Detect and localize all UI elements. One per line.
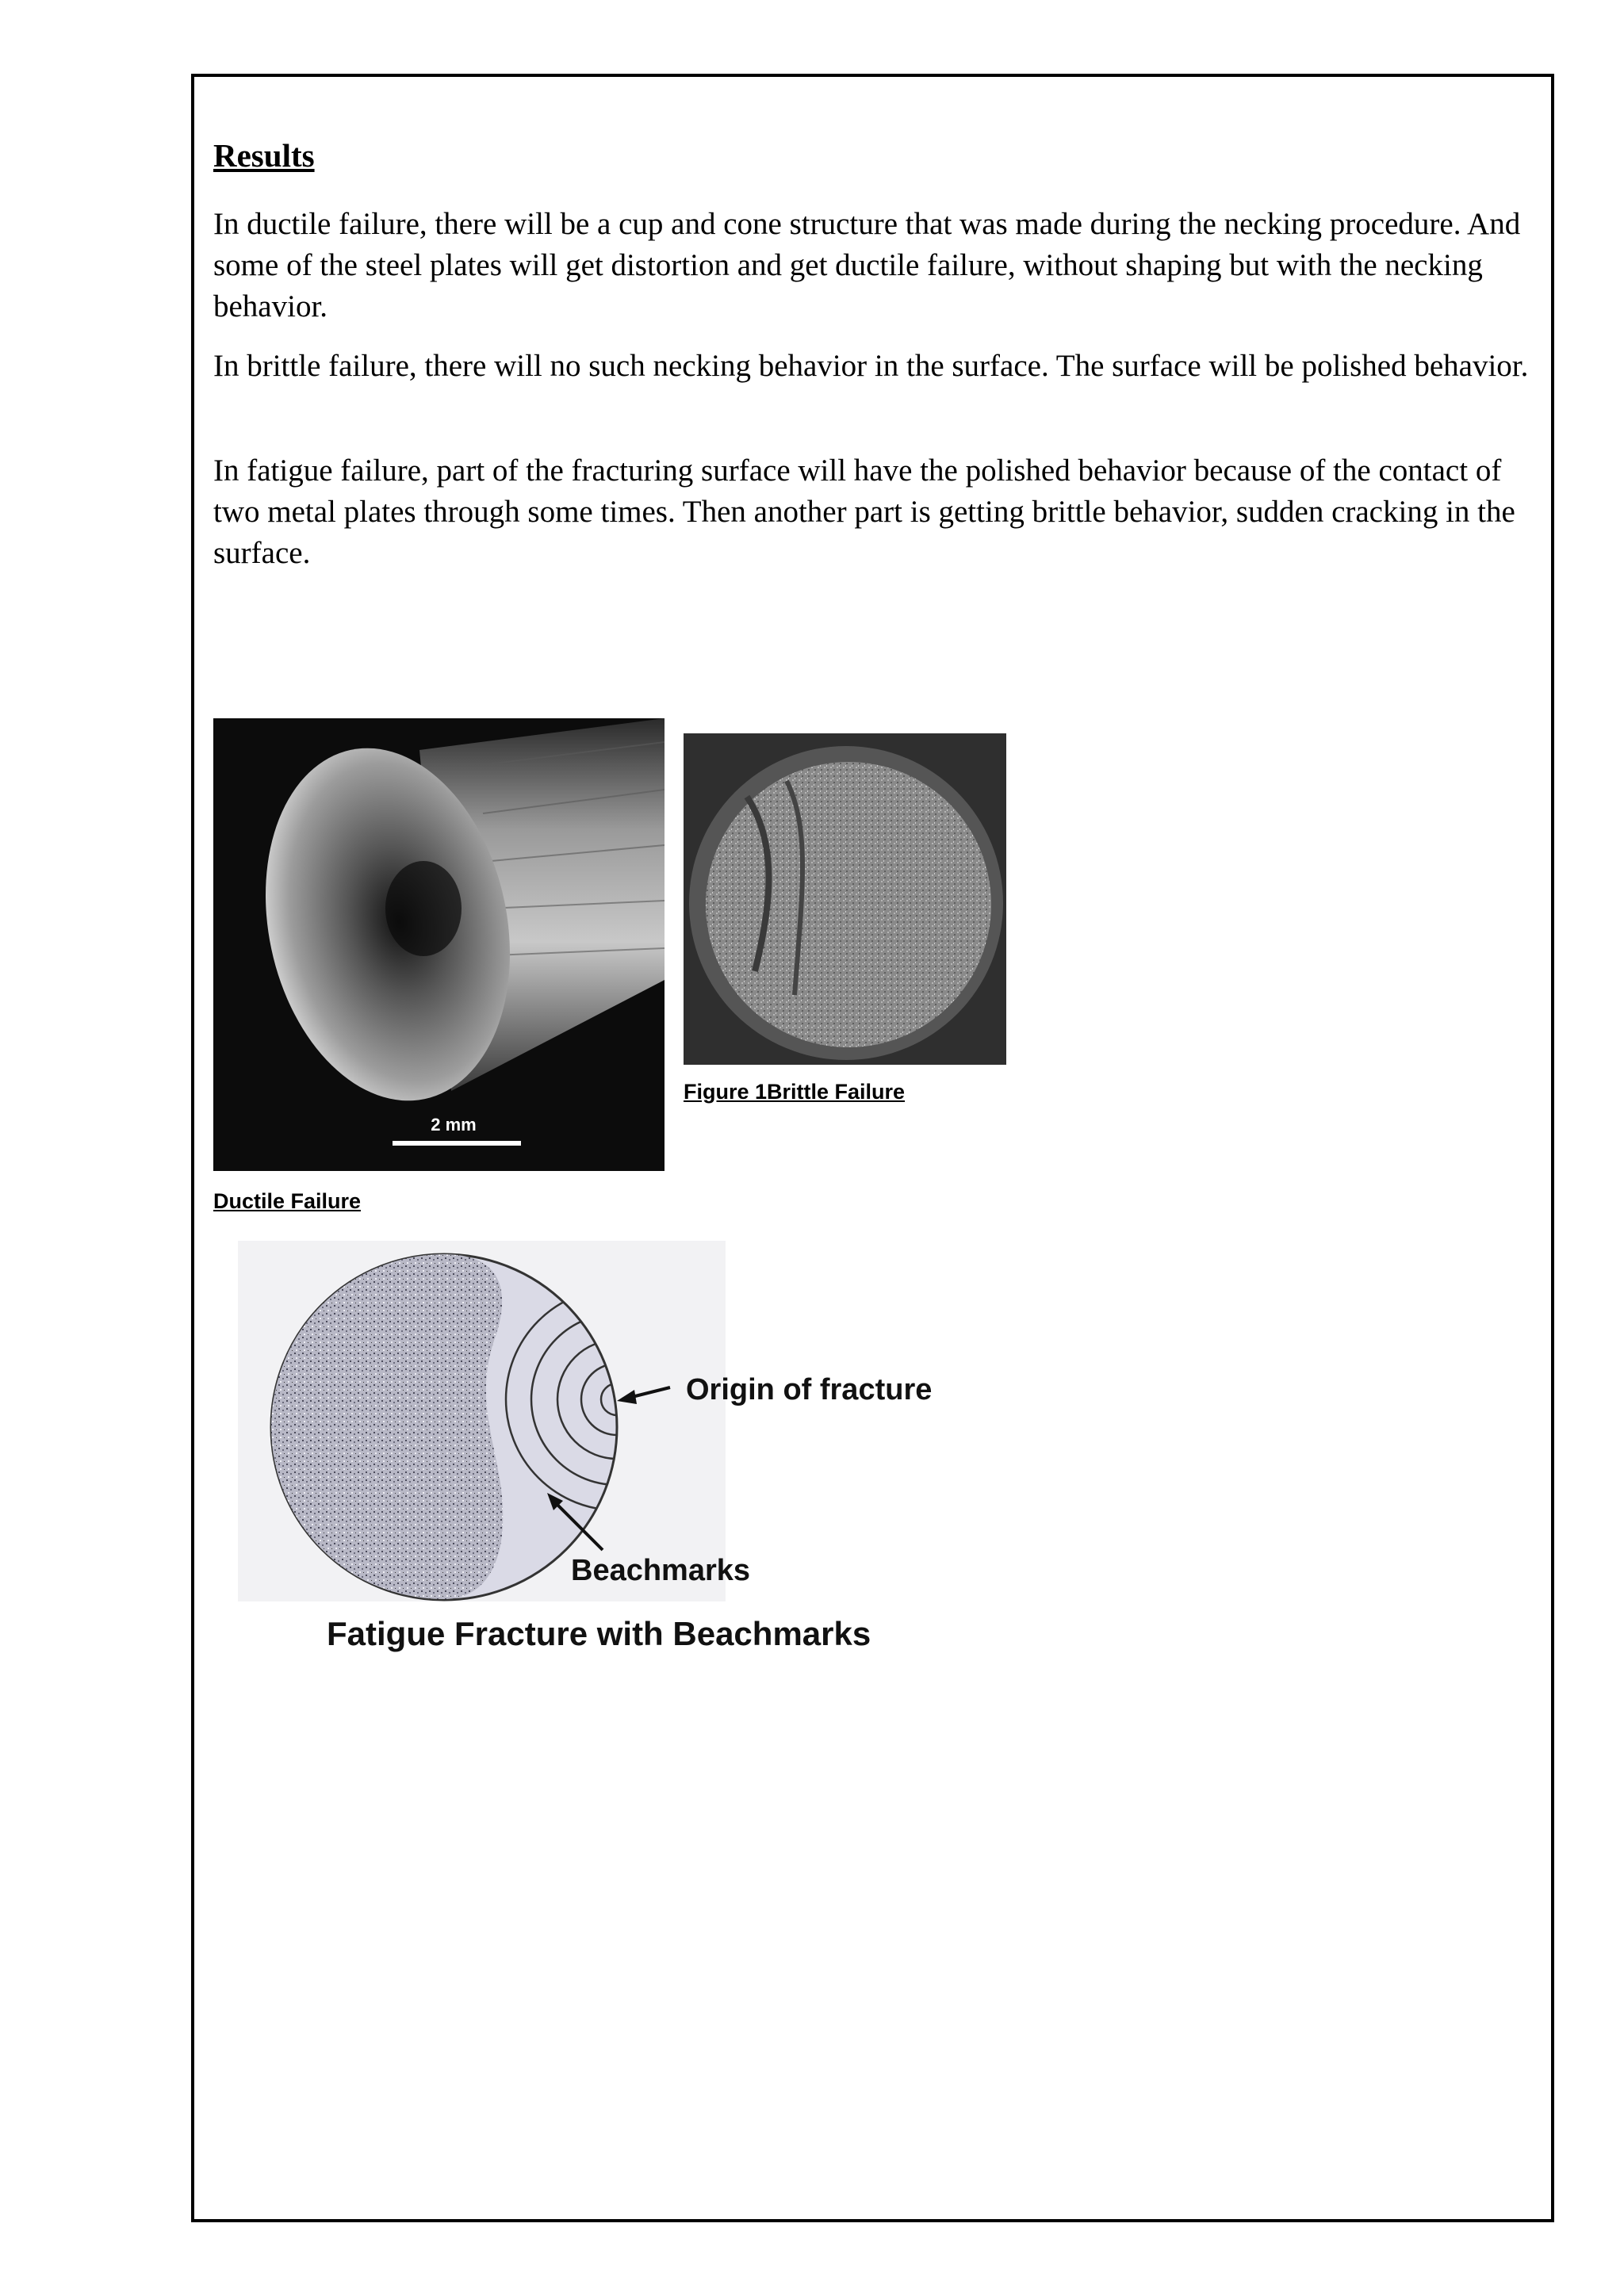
- origin-of-fracture-label: Origin of fracture: [686, 1373, 933, 1406]
- brittle-paragraph: In brittle failure, there will no such necking behavior in the surface. The surface will be polished behavior.: [213, 349, 1529, 383]
- ductile-paragraph: In ductile failure, there will be a cup and cone structure that was made during the necking procedure. And some of the steel plates will get distortion and get ductile failure, without shaping but with the necking behavior.: [213, 207, 1521, 323]
- brittle-failure-photo: [684, 733, 1006, 1065]
- fatigue-fracture-diagram: [238, 1241, 952, 1685]
- scale-bar-label: 2 mm: [431, 1115, 477, 1135]
- beachmarks-label: Beachmarks: [571, 1554, 751, 1587]
- ductile-failure-photo: [213, 718, 665, 1171]
- fatigue-paragraph: In fatigue failure, part of the fracturing surface will have the polished behavior because of the contact of two metal plates through some times. Then another part is getting brittle behavior, sudden cracking in the surface.: [213, 453, 1515, 570]
- results-heading: Results: [213, 137, 315, 174]
- brittle-failure-caption: Figure 1Brittle Failure: [684, 1080, 906, 1104]
- fatigue-figure-title: Fatigue Fracture with Beachmarks: [327, 1615, 871, 1652]
- ductile-failure-caption: Ductile Failure: [213, 1189, 362, 1213]
